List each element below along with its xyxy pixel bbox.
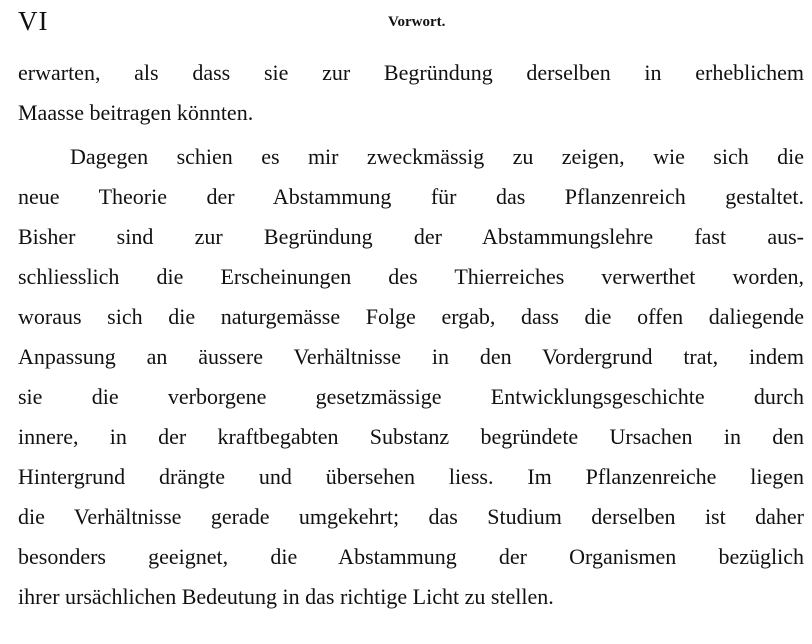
page-number: VI (18, 6, 49, 36)
text-line: Anpassung an äussere Verhältnisse in den Vordergrund trat, indem (18, 344, 804, 369)
text-line: neue Theorie der Abstammung für das Pflanzenreich gestaltet. (18, 184, 804, 209)
running-title: Vorwort. (388, 14, 446, 30)
paragraph-2 (18, 137, 804, 617)
page-header (18, 6, 804, 40)
text-line: innere, in der kraftbegabten Substanz begründete Ursachen in den (18, 424, 804, 449)
text-line: erwarten, als dass sie zur Begründung derselben in erheblichem (18, 60, 804, 85)
body-text (18, 53, 804, 617)
text-line: sie die verborgene gesetzmässige Entwicklungsgeschichte durch (18, 384, 804, 409)
paragraph-1 (18, 53, 804, 133)
text-line: Maasse beitragen könnten. (18, 100, 254, 125)
text-line: ihrer ursächlichen Bedeutung in das richtige Licht zu stellen. (18, 584, 554, 609)
text-line: besonders geeignet, die Abstammung der Organismen bezüglich (18, 544, 804, 569)
text-line: woraus sich die naturgemässe Folge ergab, dass die offen daliegende (18, 304, 804, 329)
text-line: Hintergrund drängte und übersehen liess. Im Pflanzenreiche liegen (18, 464, 804, 489)
text-line: die Verhältnisse gerade umgekehrt; das Studium derselben ist daher (18, 504, 804, 529)
text-line: Bisher sind zur Begründung der Abstammungslehre fast aus- (18, 224, 804, 249)
text-line: Dagegen schien es mir zweckmässig zu zeigen, wie sich die (70, 144, 804, 169)
text-line: schliesslich die Erscheinungen des Thierreiches verwerthet worden, (18, 264, 804, 289)
